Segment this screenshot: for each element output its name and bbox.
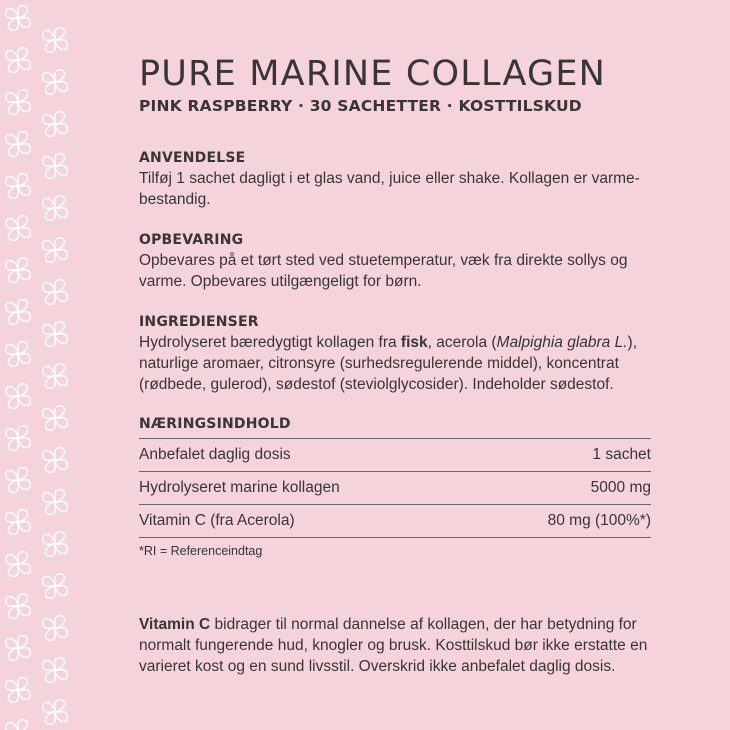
clover-icon — [6, 300, 30, 324]
clover-icon — [6, 552, 30, 576]
clover-icon — [6, 258, 30, 282]
clover-icon — [6, 636, 30, 660]
clover-icon — [43, 28, 67, 52]
clover-icon — [43, 70, 67, 94]
clover-icon — [43, 406, 67, 430]
nutrition-label: Vitamin C (fra Acerola) — [139, 512, 295, 529]
clover-icon — [43, 658, 67, 682]
clover-icon — [43, 238, 67, 262]
clover-icon — [43, 490, 67, 514]
clover-icon — [6, 678, 30, 702]
clover-icon — [43, 616, 67, 640]
nutrition-heading: NÆRINGSINDHOLD — [139, 414, 651, 439]
vitamin-claim-bold: Vitamin C — [139, 616, 211, 633]
nutrition-row — [139, 505, 651, 538]
storage-text: Opbevares på et tørt sted ved stuetemperatur, væk fra direkte sollys og varme. Opbevares utilgængeligt for børn. — [139, 252, 628, 290]
clover-icon — [43, 280, 67, 304]
ingredients-allergen: fisk — [400, 334, 428, 351]
clover-icon — [6, 90, 30, 114]
product-title: PURE MARINE COLLAGEN — [139, 54, 607, 94]
clover-icon — [6, 720, 30, 730]
clover-icon — [6, 594, 30, 618]
storage-section — [139, 230, 651, 292]
nutrition-footnote: *RI = Referenceindtag — [139, 544, 263, 558]
clover-icon — [43, 196, 67, 220]
nutrition-section — [139, 414, 651, 558]
ingredients-part2: , acerola ( — [427, 334, 497, 351]
clover-icon — [6, 174, 30, 198]
nutrition-row — [139, 439, 651, 472]
usage-heading: ANVENDELSE — [139, 150, 246, 166]
clover-icon — [6, 48, 30, 72]
label-content — [139, 52, 651, 675]
clover-icon — [6, 342, 30, 366]
ingredients-latin-name: Malpighia glabra L. — [496, 334, 628, 351]
nutrition-value: 5000 mg — [590, 479, 651, 496]
ingredients-part3: ), naturlige aromaer, citronsyre (surhedsregulerende middel), koncentrat (rødbede, gulerod), sødestof (steviolglycosider). Indeholder sødestof. — [139, 334, 637, 393]
nutrition-label: Anbefalet daglig dosis — [139, 446, 291, 463]
storage-heading: OPBEVARING — [139, 232, 244, 248]
clover-icon — [43, 154, 67, 178]
clover-icon — [6, 384, 30, 408]
clover-icon — [6, 426, 30, 450]
ingredients-part1: Hydrolyseret bæredygtigt kollagen fra — [139, 334, 401, 351]
nutrition-value: 1 sachet — [592, 446, 651, 463]
clover-icon — [43, 322, 67, 346]
usage-text: Tilføj 1 sachet dagligt i et glas vand, juice eller shake. Kollagen er varme-bestandig. — [139, 170, 640, 208]
clover-icon — [43, 364, 67, 388]
clover-icon — [43, 112, 67, 136]
ingredients-text — [139, 332, 651, 395]
ingredients-section — [139, 312, 651, 395]
clover-icon — [6, 216, 30, 240]
clover-icon — [6, 510, 30, 534]
clover-icon — [43, 700, 67, 724]
product-subtitle: PINK RASPBERRY · 30 SACHETTER · KOSTTILSKUD — [139, 97, 582, 115]
clover-icon — [6, 468, 30, 492]
clover-icon — [43, 532, 67, 556]
clover-icon — [43, 574, 67, 598]
usage-section — [139, 148, 651, 210]
vitamin-claim-text: bidrager til normal dannelse af kollagen, der har betydning for normalt fungerende hud, knogler og brusk. Kosttilskud bør ikke erstatte en varieret kost og en sund livsstil. Overskrid ikke anbefalet daglig dosis. — [139, 616, 648, 675]
clover-icon — [6, 132, 30, 156]
nutrition-label: Hydrolyseret marine kollagen — [139, 479, 340, 496]
vitamin-claim — [139, 614, 651, 677]
clover-icon — [6, 6, 30, 30]
nutrition-value: 80 mg (100%*) — [547, 512, 651, 529]
nutrition-row — [139, 472, 651, 505]
clover-pattern — [0, 0, 80, 730]
ingredients-heading: INGREDIENSER — [139, 314, 259, 330]
clover-icon — [43, 448, 67, 472]
